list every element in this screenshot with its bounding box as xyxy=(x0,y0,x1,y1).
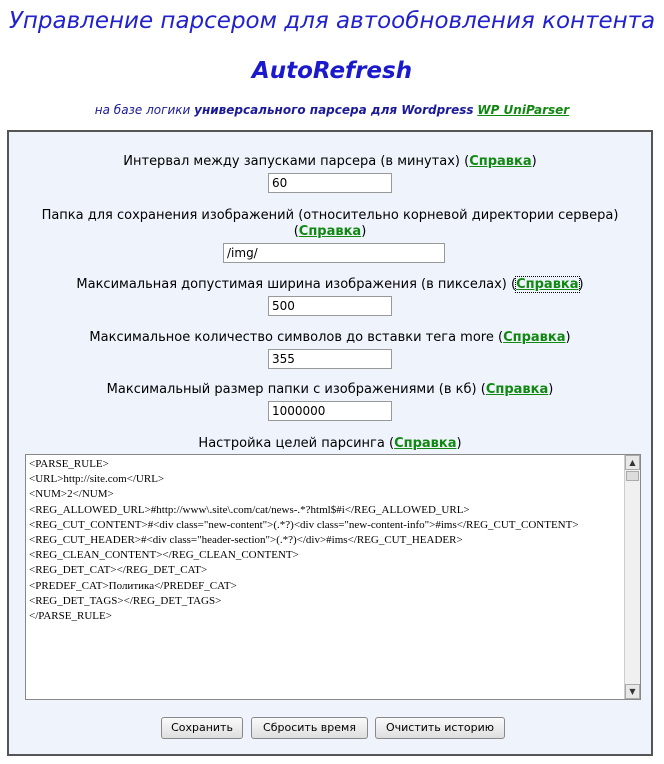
reset-time-button[interactable]: Сбросить время xyxy=(251,717,368,739)
max-chars-field xyxy=(9,330,651,369)
max-width-input[interactable] xyxy=(268,296,392,316)
max-chars-input[interactable] xyxy=(268,349,392,369)
save-button[interactable]: Сохранить xyxy=(161,717,243,739)
max-folder-help-link[interactable]: Справка xyxy=(485,382,549,397)
interval-label-text: Интервал между запусками парсера (в минутах) xyxy=(123,154,460,169)
max-chars-label: Максимальное количество символов до вставки тега more (Справка) xyxy=(89,330,571,345)
max-folder-label: Максимальный размер папки с изображениями (в кб) (Справка) xyxy=(106,382,554,397)
max-folder-field xyxy=(9,382,651,421)
max-width-label: Максимальная допустимая ширина изображения (в пикселах) (Справка) xyxy=(76,277,584,292)
targets-field xyxy=(9,436,651,452)
scroll-thumb[interactable] xyxy=(626,471,639,481)
max-width-field xyxy=(9,277,651,316)
interval-help-link[interactable]: Справка xyxy=(469,154,532,169)
targets-textarea-wrap xyxy=(25,454,641,700)
textarea-scrollbar[interactable] xyxy=(624,455,640,699)
max-folder-label-text: Максимальный размер папки с изображениями (в кб) xyxy=(106,382,477,397)
interval-label: Интервал между запусками парсера (в минутах) (Справка) xyxy=(123,154,537,169)
clear-history-button[interactable]: Очистить историю xyxy=(375,717,505,739)
max-width-label-text: Максимальная допустимая ширина изображения (в пикселах) xyxy=(76,277,507,292)
targets-label-text: Настройка целей парсинга xyxy=(198,436,385,451)
wp-uniparser-link[interactable]: WP UniParser xyxy=(477,103,570,117)
page-title: Управление парсером для автообновления контента xyxy=(8,8,656,34)
max-folder-input[interactable] xyxy=(268,401,392,421)
interval-input[interactable] xyxy=(268,173,392,193)
image-folder-field xyxy=(9,208,651,263)
targets-textarea[interactable]: <PARSE_RULE> <URL>http://site.com</URL> <NUM>2</NUM> <REG_ALLOWED_URL>#http://www\.site\.com/cat/news-.*?html$#i</REG_ALLOWED_URL> <REG_CUT_CONTENT>#<div class="new-content">(.*?)<div class="new-content-info">#ims</REG_CUT_CONTENT> <REG_CUT_HEADER>#<div class="header-section">(.*?)</div>#ims</REG_CUT_HEADER> <REG_CLEAN_CONTENT></REG_CLEAN_CONTENT> <REG_DET_CAT></REG_DET_CAT> <PREDEF_CAT>Политика</PREDEF_CAT> <REG_DET_TAGS></REG_DET_TAGS> </PARSE_RULE> xyxy=(29,458,579,623)
image-folder-label: Папка для сохранения изображений (относительно корневой директории сервера) (Справка) xyxy=(41,208,619,239)
settings-panel xyxy=(7,130,653,756)
scroll-up-icon[interactable]: ▲ xyxy=(625,455,640,470)
scroll-down-icon[interactable]: ▼ xyxy=(625,684,640,699)
max-width-help-link[interactable]: Справка xyxy=(516,277,579,292)
app-title: AutoRefresh xyxy=(251,58,413,84)
image-folder-help-link[interactable]: Справка xyxy=(298,224,362,239)
subtitle-bold: универсального парсера для Wordpress xyxy=(194,103,474,117)
image-folder-label-text: Папка для сохранения изображений (относительно корневой директории сервера) xyxy=(41,208,619,223)
subtitle-prefix: на базе логики xyxy=(94,103,191,117)
max-chars-label-text: Максимальное количество символов до вставки тега more xyxy=(89,330,494,345)
interval-field xyxy=(9,154,651,193)
subtitle xyxy=(0,103,664,117)
targets-help-link[interactable]: Справка xyxy=(394,436,457,451)
targets-label: Настройка целей парсинга (Справка) xyxy=(198,436,462,451)
image-folder-input[interactable] xyxy=(223,243,445,263)
max-chars-help-link[interactable]: Справка xyxy=(503,330,566,345)
